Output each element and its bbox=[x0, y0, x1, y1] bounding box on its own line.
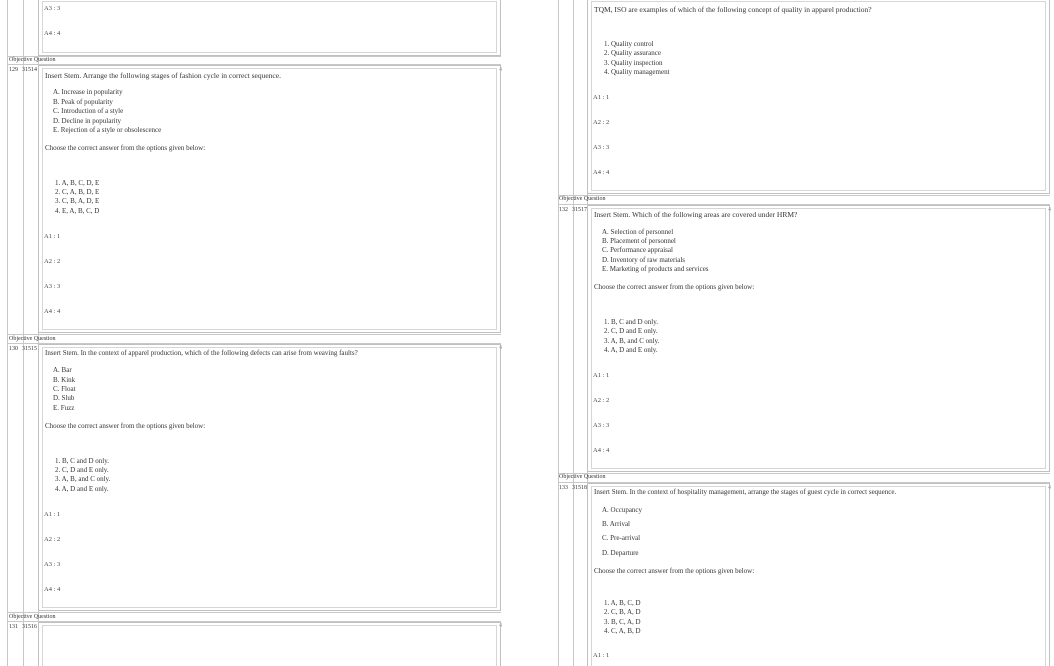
option: 1. B, C and D only. bbox=[55, 457, 109, 465]
question-stem: TQM, ISO are examples of which of the following concept of quality in apparel production? bbox=[594, 5, 872, 14]
question-number: 133 bbox=[559, 485, 568, 491]
question-id: 31515 bbox=[22, 346, 37, 352]
border-line bbox=[7, 0, 8, 666]
question-id: 31518 bbox=[572, 485, 587, 491]
answer-key: A2 : 2 bbox=[593, 397, 610, 404]
answer-key: A3 : 3 bbox=[44, 283, 61, 290]
instruction: Choose the correct answer from the options given below: bbox=[594, 567, 755, 575]
option: 3. A, B, and C only. bbox=[55, 475, 111, 483]
option: 1. B, C and D only. bbox=[604, 318, 658, 326]
question-box bbox=[38, 0, 501, 56]
answer-key: A3 : 3 bbox=[593, 144, 610, 151]
statement: A. Selection of personnel bbox=[602, 228, 674, 236]
question-type-label: Objective Question bbox=[9, 614, 56, 620]
statement: B. Placement of personnel bbox=[602, 237, 676, 245]
option: 1. A, B, C, D, E bbox=[55, 179, 100, 187]
option: 2. C, D and E only. bbox=[55, 466, 109, 474]
question-type-label: Objective Question bbox=[559, 474, 606, 480]
statement: A. Bar bbox=[53, 366, 72, 374]
question-stem: Insert Stem. Which of the following areas are covered under HRM? bbox=[594, 210, 798, 219]
instruction: Choose the correct answer from the options given below: bbox=[45, 144, 206, 152]
question-stem: Insert Stem. In the context of apparel production, which of the following defects can arise from weaving faults? bbox=[45, 349, 358, 357]
statement: B. Kink bbox=[53, 376, 76, 384]
question-stem: Insert Stem. In the context of hospitality management, arrange the stages of guest cycle in correct sequence. bbox=[594, 488, 897, 496]
statement: B. Arrival bbox=[602, 520, 630, 528]
right-column: TQM, ISO are examples of which of the following concept of quality in apparel production? 1. Quality control 2. Quality assurance 3. Quality inspection 4. Quality management A1 : 1 A2 : 2 A3 : 3 A4 : 4 Objective Question 132 31517 4 Insert Stem. Which of the following areas are covered under HRM? A. Selection of personnel B. Placement of personnel C. Performance appraisal D. Inventory of raw materials E. Marketing of products and services Choose the correct answer from the options given below: 1. B, C and D only. 2. C, D and E only. 3. A, B, and C only. 4. A, D and E only. A1 : 1 A2 : 2 A3 : 3 A4 : 4 Objective Question 133 31518 4 Insert Stem. In the context of hospitality management, arrange the stages of guest cycle in correct sequence. A. Occupancy B. Arrival C. Pre-arrival D. Departure Choose the correct answer from the options given below: 1. A, B, C, D 2. C, B, A, D 3. B, C, A, D 4. C, A, B, D A1 : 1 bbox=[555, 0, 1054, 666]
question-id: 31514 bbox=[22, 67, 37, 73]
question-number: 129 bbox=[9, 67, 18, 73]
option: 4. A, D and E only. bbox=[604, 346, 658, 354]
border-line bbox=[558, 0, 559, 666]
option: 3. B, C, A, D bbox=[604, 618, 641, 626]
instruction: Choose the correct answer from the options given below: bbox=[594, 283, 755, 291]
answer-key: A3 : 3 bbox=[44, 561, 61, 568]
option: 2. C, A, B, D, E bbox=[55, 188, 100, 196]
answer-key: A3 : 3 bbox=[44, 5, 61, 12]
statement: D. Departure bbox=[602, 549, 639, 557]
answer-key: A2 : 2 bbox=[593, 119, 610, 126]
statement: C. Performance appraisal bbox=[602, 246, 673, 254]
instruction: Choose the correct answer from the options given below: bbox=[45, 422, 206, 430]
option: 3. A, B, and C only. bbox=[604, 337, 660, 345]
statement: A. Increase in popularity bbox=[53, 88, 123, 96]
question-number: 130 bbox=[9, 346, 18, 352]
border-line bbox=[573, 0, 574, 666]
option: 2. Quality assurance bbox=[604, 49, 661, 57]
question-stem: Insert Stem. Arrange the following stages of fashion cycle in correct sequence. bbox=[45, 71, 281, 80]
answer-key: A1 : 1 bbox=[593, 372, 610, 379]
answer-key: A3 : 3 bbox=[593, 422, 610, 429]
answer-key: A1 : 1 bbox=[593, 94, 610, 101]
option: 2. C, B, A, D bbox=[604, 608, 641, 616]
answer-key: A4 : 4 bbox=[593, 169, 610, 176]
option: 1. A, B, C, D bbox=[604, 599, 641, 607]
option: 4. E, A, B, C, D bbox=[55, 207, 100, 215]
answer-key: A1 : 1 bbox=[44, 511, 61, 518]
option: 4. A, D and E only. bbox=[55, 485, 109, 493]
answer-key: A4 : 4 bbox=[44, 586, 61, 593]
statement: C. Pre-arrival bbox=[602, 534, 641, 542]
answer-key: A2 : 2 bbox=[44, 536, 61, 543]
question-box bbox=[38, 622, 501, 666]
answer-key: A1 : 1 bbox=[593, 652, 610, 659]
question-type-label: Objective Question bbox=[9, 336, 56, 342]
option: 4. Quality management bbox=[604, 68, 670, 76]
option: 2. C, D and E only. bbox=[604, 327, 658, 335]
answer-key: A4 : 4 bbox=[44, 308, 61, 315]
statement: C. Introduction of a style bbox=[53, 107, 124, 115]
answer-key: A2 : 2 bbox=[44, 258, 61, 265]
question-type-label: Objective Question bbox=[9, 57, 56, 63]
border-line bbox=[23, 0, 24, 666]
statement: D. Inventory of raw materials bbox=[602, 256, 685, 264]
statement: D. Decline in popularity bbox=[53, 117, 122, 125]
statement: E. Rejection of a style or obsolescence bbox=[53, 126, 162, 134]
left-column: A3 : 3 A4 : 4 Objective Question 129 31514 4 Insert Stem. Arrange the following stages of fashion cycle in correct sequence. A. Increase in popularity B. Peak of popularity C. Introduction of a style D. Decline in popularity E. Rejection of a style or obsolescence Choose the correct answer from the options given below: 1. A, B, C, D, E 2. C, A, B, D, E 3. C, B, A, D, E 4. E, A, B, C, D A1 : 1 A2 : 2 A3 : 3 A4 : 4 Objective Question 130 31515 4 Insert Stem. In the context of apparel production, which of the following defects can arise from weaving faults? A. Bar B. Kink C. Float D. Slub E. Fuzz Choose the correct answer from the options given below: 1. B, C and D only. 2. C, D and E only. 3. A, B, and C only. 4. A, D and E only. A1 : 1 A2 : 2 A3 : 3 A4 : 4 Objective Question 131 31516 4 bbox=[0, 0, 505, 666]
statement: D. Slub bbox=[53, 394, 75, 402]
answer-key: A4 : 4 bbox=[44, 30, 61, 37]
statement: C. Float bbox=[53, 385, 76, 393]
question-number: 132 bbox=[559, 207, 568, 213]
statement: A. Occupancy bbox=[602, 506, 643, 514]
answer-key: A4 : 4 bbox=[593, 447, 610, 454]
option: 3. Quality inspection bbox=[604, 59, 663, 67]
option: 4. C, A, B, D bbox=[604, 627, 641, 635]
question-box bbox=[587, 0, 1050, 194]
option: 3. C, B, A, D, E bbox=[55, 197, 100, 205]
question-type-label: Objective Question bbox=[559, 196, 606, 202]
statement: E. Marketing of products and services bbox=[602, 265, 709, 273]
option: 1. Quality control bbox=[604, 40, 654, 48]
answer-key: A1 : 1 bbox=[44, 233, 61, 240]
question-id: 31517 bbox=[572, 207, 587, 213]
statement: E. Fuzz bbox=[53, 404, 75, 412]
question-number: 131 bbox=[9, 624, 18, 630]
statement: B. Peak of popularity bbox=[53, 98, 113, 106]
question-id: 31516 bbox=[22, 624, 37, 630]
